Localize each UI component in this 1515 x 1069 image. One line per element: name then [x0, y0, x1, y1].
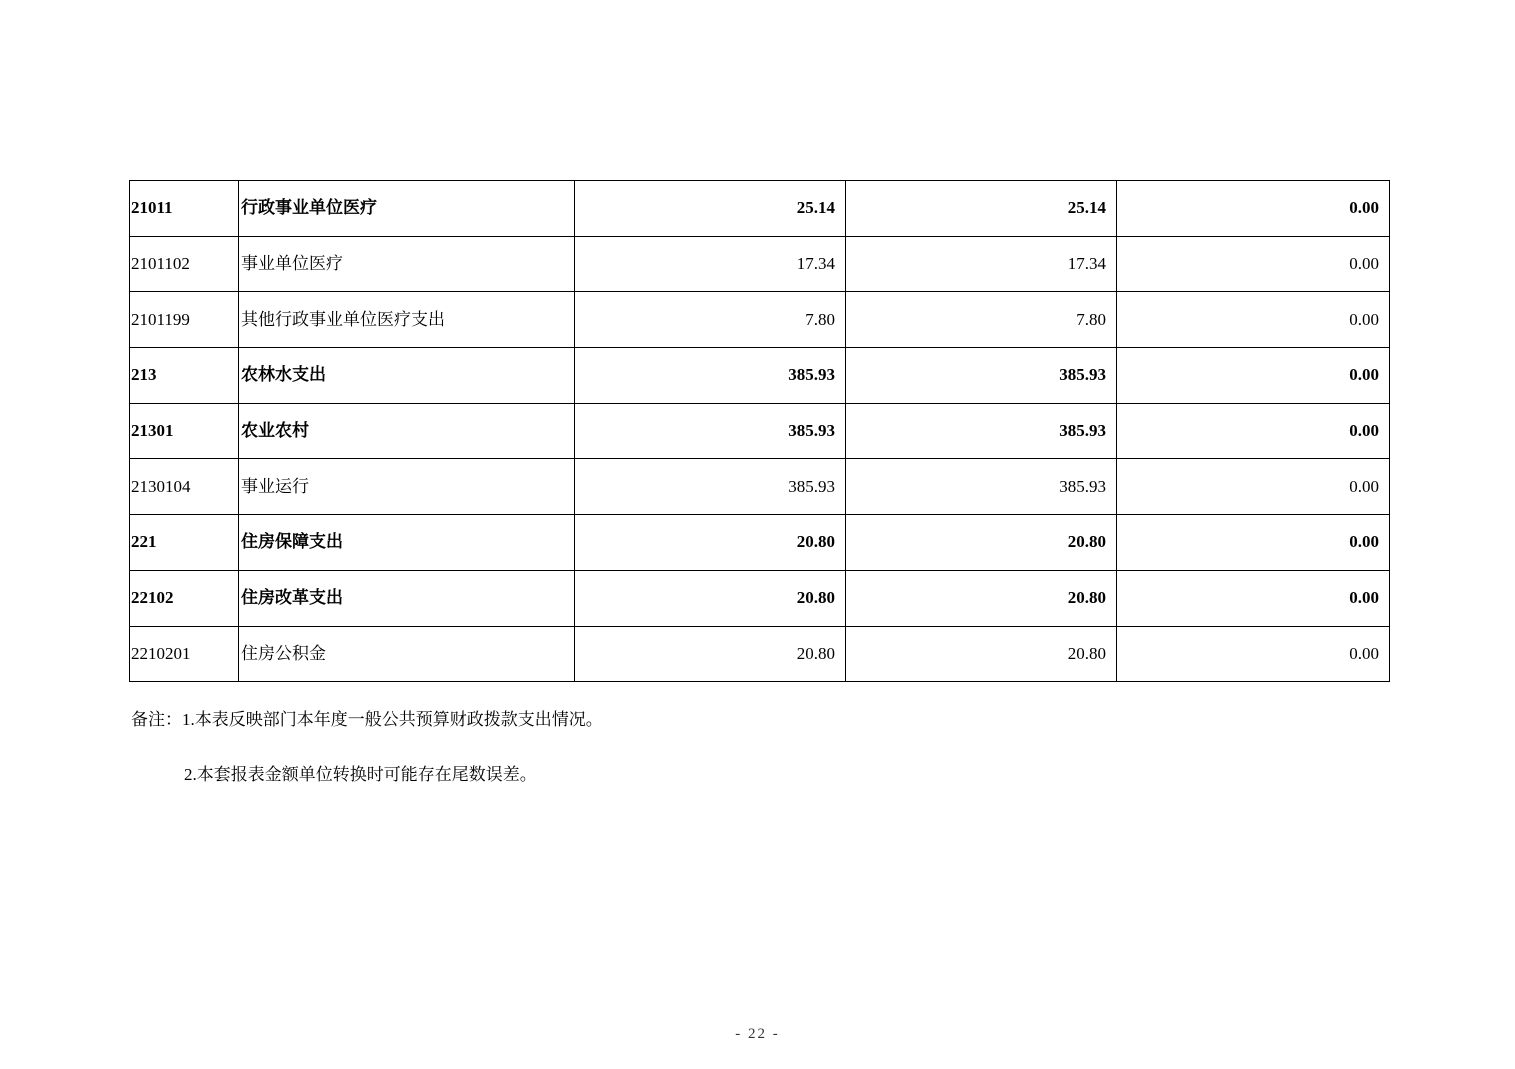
subject-code-cell: 221: [130, 515, 239, 571]
subject-code-cell: 2210201: [130, 626, 239, 682]
total-amount-cell: 20.80: [575, 570, 846, 626]
subject-code-cell: 213: [130, 348, 239, 404]
total-amount-cell: 7.80: [575, 292, 846, 348]
table-row: [130, 236, 1390, 292]
total-amount-cell: 385.93: [575, 403, 846, 459]
basic-expenditure-cell: 385.93: [846, 348, 1117, 404]
basic-expenditure-cell: 20.80: [846, 626, 1117, 682]
subject-name-cell: 其他行政事业单位医疗支出: [239, 292, 575, 348]
page-number: - 22 -: [735, 1026, 780, 1042]
subject-code-cell: 2101199: [130, 292, 239, 348]
project-expenditure-cell: 0.00: [1117, 236, 1390, 292]
subject-name-cell: 行政事业单位医疗: [239, 181, 575, 237]
subject-code-cell: 21301: [130, 403, 239, 459]
subject-code-cell: 2101102: [130, 236, 239, 292]
table-row: [130, 570, 1390, 626]
basic-expenditure-cell: 17.34: [846, 236, 1117, 292]
project-expenditure-cell: 0.00: [1117, 570, 1390, 626]
project-expenditure-cell: 0.00: [1117, 181, 1390, 237]
subject-code-cell: 21011: [130, 181, 239, 237]
table-row: [130, 515, 1390, 571]
remark-note-1: 备注：1.本表反映部门本年度一般公共预算财政拨款支出情况。: [131, 710, 603, 729]
total-amount-cell: 25.14: [575, 181, 846, 237]
subject-name-cell: 农业农村: [239, 403, 575, 459]
project-expenditure-cell: 0.00: [1117, 459, 1390, 515]
basic-expenditure-cell: 20.80: [846, 570, 1117, 626]
basic-expenditure-cell: 7.80: [846, 292, 1117, 348]
basic-expenditure-cell: 25.14: [846, 181, 1117, 237]
table-row: [130, 626, 1390, 682]
budget-expenditure-table: [129, 180, 1390, 682]
table-row: [130, 181, 1390, 237]
basic-expenditure-cell: 385.93: [846, 403, 1117, 459]
project-expenditure-cell: 0.00: [1117, 292, 1390, 348]
total-amount-cell: 385.93: [575, 348, 846, 404]
project-expenditure-cell: 0.00: [1117, 403, 1390, 459]
subject-code-cell: 22102: [130, 570, 239, 626]
table-row: [130, 348, 1390, 404]
total-amount-cell: 385.93: [575, 459, 846, 515]
subject-name-cell: 住房公积金: [239, 626, 575, 682]
table-row: [130, 292, 1390, 348]
project-expenditure-cell: 0.00: [1117, 626, 1390, 682]
subject-name-cell: 住房改革支出: [239, 570, 575, 626]
subject-code-cell: 2130104: [130, 459, 239, 515]
remark-note-2: 2.本套报表金额单位转换时可能存在尾数误差。: [184, 765, 537, 784]
total-amount-cell: 20.80: [575, 626, 846, 682]
subject-name-cell: 事业单位医疗: [239, 236, 575, 292]
total-amount-cell: 17.34: [575, 236, 846, 292]
project-expenditure-cell: 0.00: [1117, 515, 1390, 571]
table-body: [130, 181, 1390, 682]
table-row: [130, 459, 1390, 515]
subject-name-cell: 事业运行: [239, 459, 575, 515]
table-row: [130, 403, 1390, 459]
total-amount-cell: 20.80: [575, 515, 846, 571]
basic-expenditure-cell: 20.80: [846, 515, 1117, 571]
basic-expenditure-cell: 385.93: [846, 459, 1117, 515]
subject-name-cell: 住房保障支出: [239, 515, 575, 571]
subject-name-cell: 农林水支出: [239, 348, 575, 404]
project-expenditure-cell: 0.00: [1117, 348, 1390, 404]
